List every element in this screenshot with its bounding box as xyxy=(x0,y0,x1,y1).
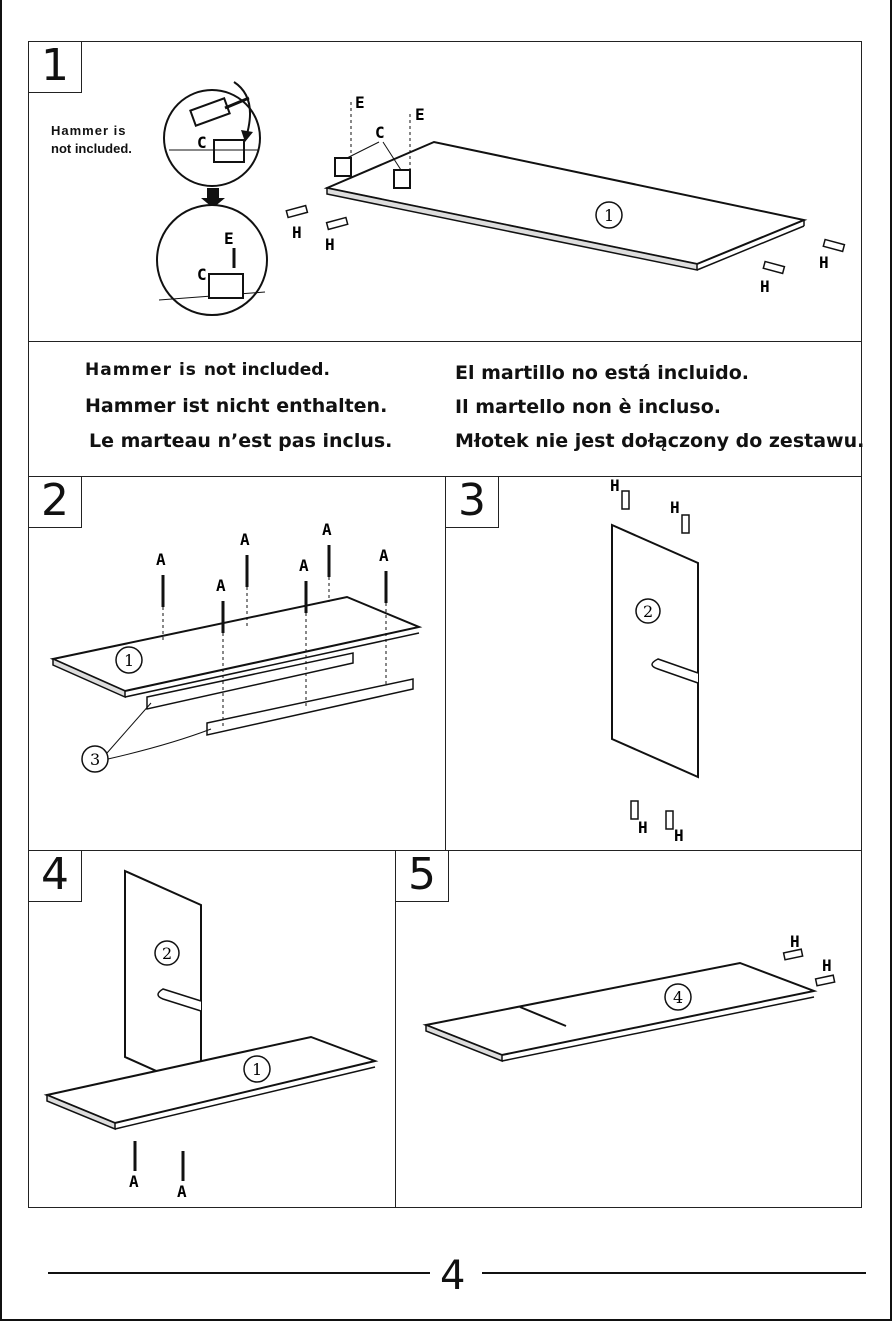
notice-it: Il martello non è incluso. xyxy=(455,396,721,418)
notice-pl: Młotek nie jest dołączony do zestawu. xyxy=(455,430,865,452)
label-c: C xyxy=(197,133,207,152)
label-board-1: 1 xyxy=(124,651,135,670)
notice-en xyxy=(85,360,330,380)
step-3-panel xyxy=(445,476,862,851)
label-h-4: H xyxy=(674,826,684,845)
step-4-panel xyxy=(28,850,396,1208)
step-2-panel xyxy=(28,476,446,851)
label-board-1: 1 xyxy=(252,1060,263,1079)
label-h-2: H xyxy=(822,956,832,975)
step-2-illustration xyxy=(29,477,446,851)
panel-2 xyxy=(125,871,201,1091)
board-1 xyxy=(53,597,419,691)
label-c-2: C xyxy=(197,265,207,284)
hammer-note-line-1: Hammer is xyxy=(51,123,127,138)
label-h-2: H xyxy=(325,235,335,254)
label-h-1: H xyxy=(610,477,620,495)
step-3-illustration xyxy=(446,477,862,851)
label-h-3: H xyxy=(638,818,648,837)
notice-fr: Le marteau n’est pas inclus. xyxy=(89,430,393,452)
label-a-2: A xyxy=(177,1182,187,1201)
cam-fitting-icon xyxy=(214,140,244,162)
label-h-3: H xyxy=(819,253,829,272)
step-2-number: 2 xyxy=(29,477,82,528)
hammer-notice-multilingual xyxy=(28,341,865,477)
label-panel-2: 2 xyxy=(162,944,173,963)
step-3-number: 3 xyxy=(446,477,499,528)
label-h-4: H xyxy=(760,277,770,296)
label-a-4: A xyxy=(299,556,309,575)
panel-2 xyxy=(612,525,698,777)
label-e-top-1: E xyxy=(355,93,365,112)
instruction-grid xyxy=(28,41,865,1207)
label-board-1: 1 xyxy=(604,206,615,225)
label-h-2: H xyxy=(670,498,680,517)
label-e: E xyxy=(224,229,234,248)
notice-de: Hammer ist nicht enthalten. xyxy=(85,395,388,417)
notice-es: El martillo no está incluido. xyxy=(455,362,750,384)
notice-en-part-1: Hammer is xyxy=(85,360,204,380)
step-5-illustration xyxy=(396,851,862,1208)
page-number: 4 xyxy=(440,1253,466,1299)
step-4-number: 4 xyxy=(29,851,82,902)
footer-rule-left xyxy=(48,1272,430,1274)
label-h-1: H xyxy=(292,223,302,242)
label-panel-2: 2 xyxy=(643,602,654,621)
label-e-top-2: E xyxy=(415,105,425,124)
cam-fitting-icon-2 xyxy=(209,274,243,298)
label-a-1: A xyxy=(156,550,166,569)
hammer-note-line-2: not included. xyxy=(51,140,132,156)
footer-rule-right xyxy=(482,1272,866,1274)
board-1 xyxy=(47,1037,375,1123)
notice-en-part-2: not included. xyxy=(203,360,330,380)
label-a-1: A xyxy=(129,1172,139,1191)
step-4-illustration xyxy=(29,851,396,1208)
step-1-illustration xyxy=(29,42,862,342)
label-board-4: 4 xyxy=(673,988,684,1007)
label-a-3: A xyxy=(240,530,250,549)
label-c-top: C xyxy=(375,123,385,142)
step-1-panel xyxy=(28,41,862,342)
label-a-5: A xyxy=(322,520,332,539)
label-a-2: A xyxy=(216,576,226,595)
step-5-panel xyxy=(395,850,862,1208)
label-rail-3: 3 xyxy=(90,750,101,769)
label-a-6: A xyxy=(379,546,389,565)
step-5-number: 5 xyxy=(396,851,449,902)
label-h-1: H xyxy=(790,932,800,951)
step-1-number: 1 xyxy=(29,42,82,93)
